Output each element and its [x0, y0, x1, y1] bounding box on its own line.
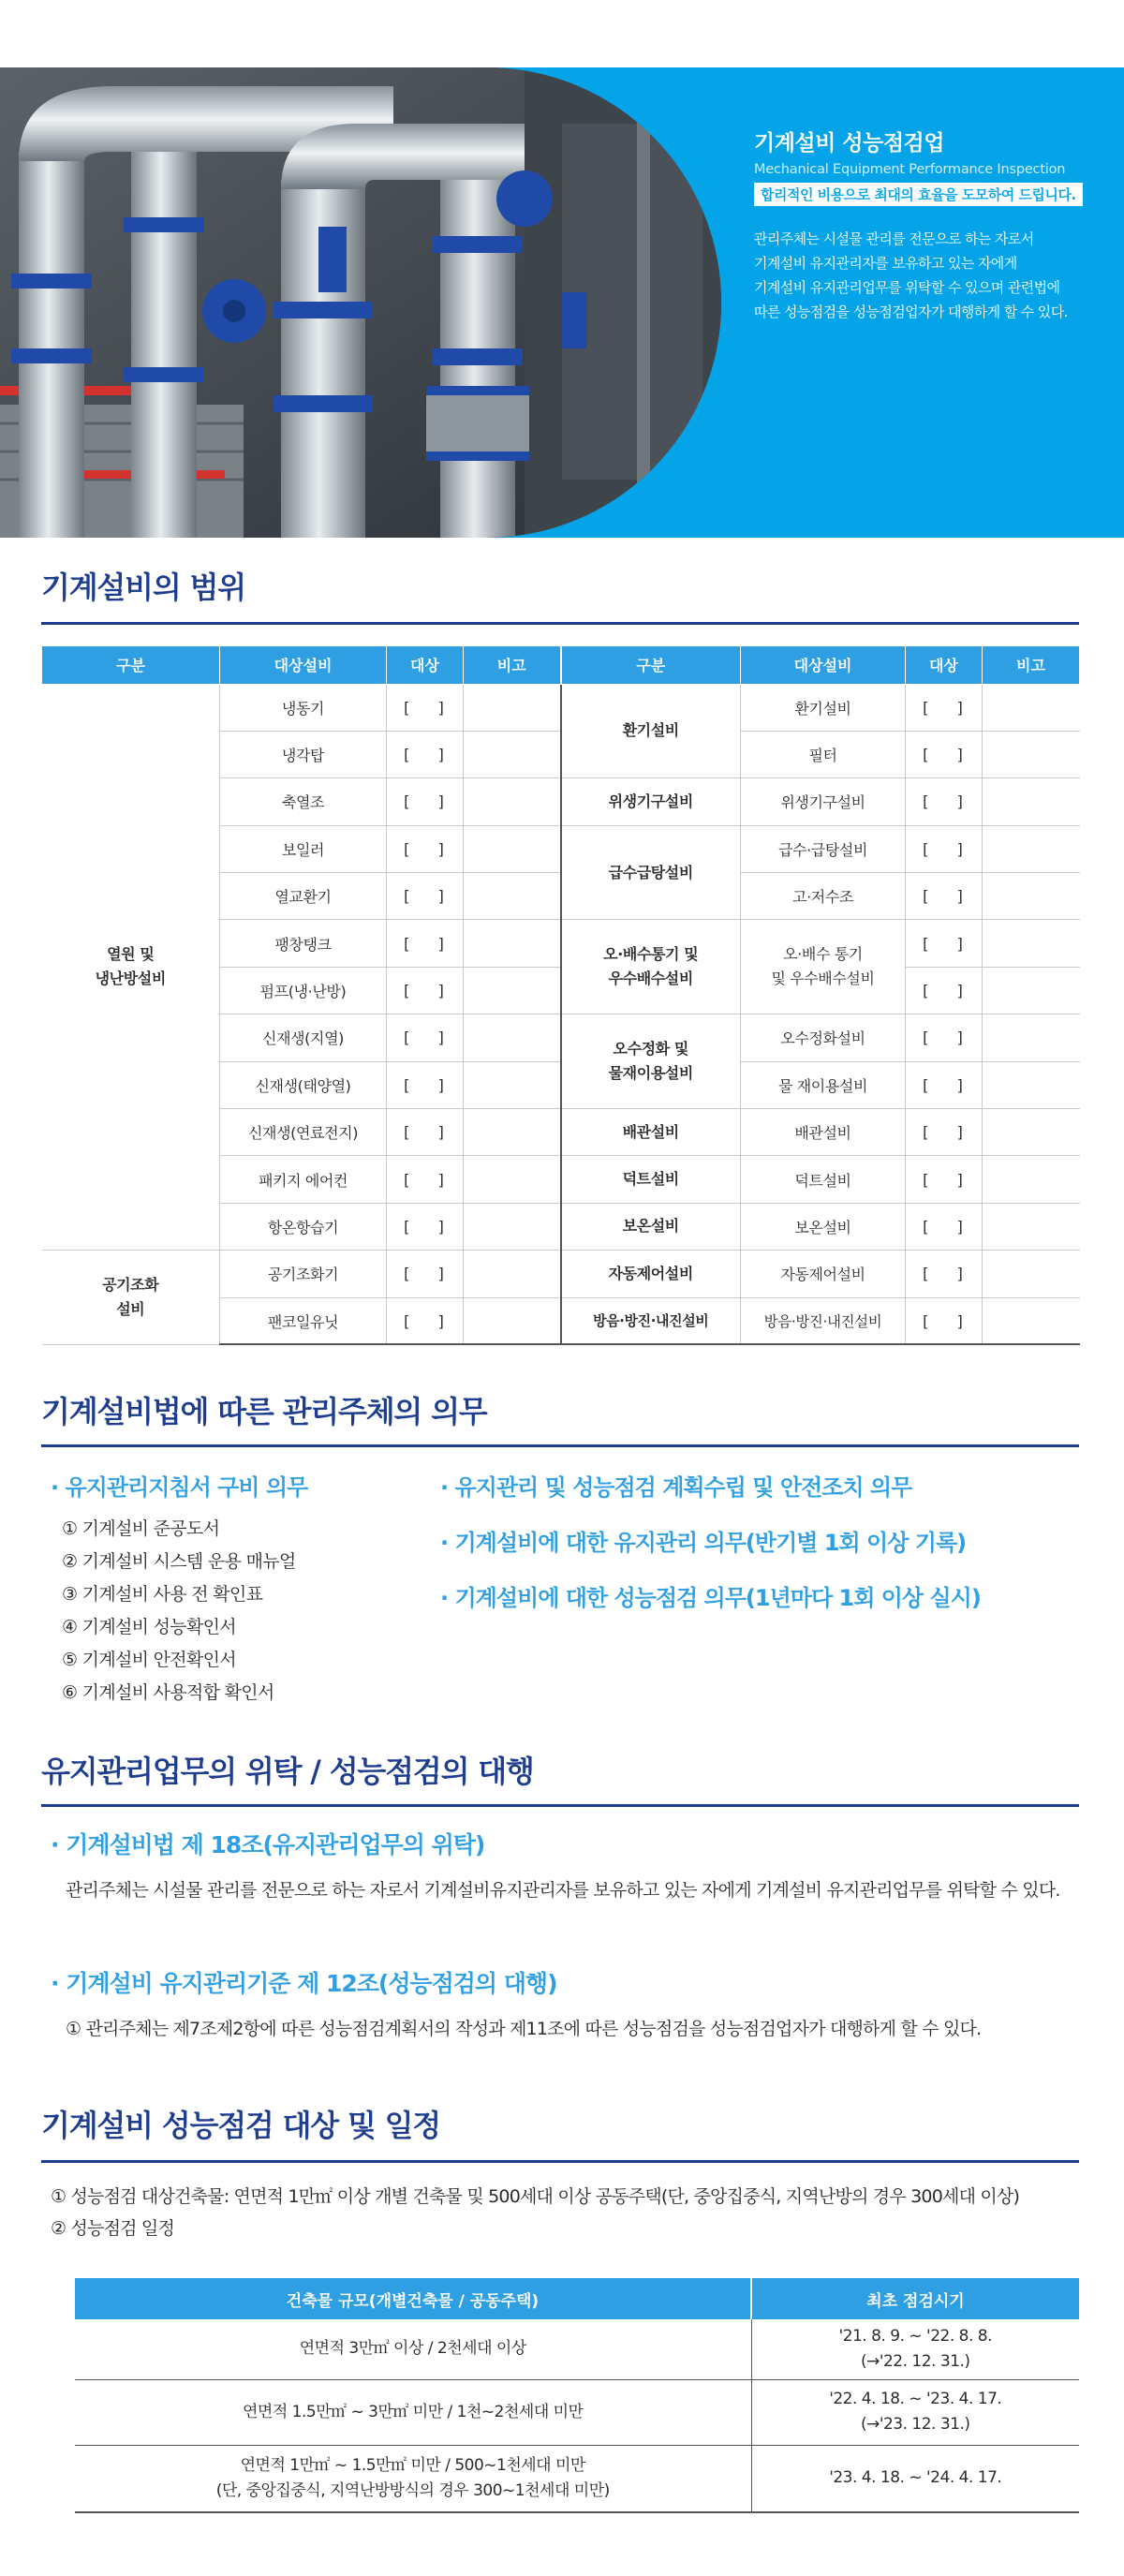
note-cell [983, 1156, 1080, 1203]
target-checkbox[interactable]: [ ] [387, 1156, 464, 1203]
equipment-cell: 팬코일유닛 [220, 1297, 387, 1344]
col-header-target: 대상 [387, 646, 464, 684]
target-checkbox[interactable]: [ ] [387, 1061, 464, 1108]
period-cell: '21. 8. 9. ~ '22. 8. 8. (→'22. 12. 31.) [751, 2319, 1079, 2379]
note-cell [983, 778, 1080, 825]
equipment-cell: 급수·급탕설비 [741, 825, 906, 872]
note-cell [464, 1156, 561, 1203]
target-checkbox[interactable]: [ ] [906, 1251, 983, 1297]
article-12-heading: · 기계설비 유지관리기준 제 12조(성능점검의 대행) [51, 1970, 557, 1997]
delegation-divider [41, 1804, 1079, 1807]
target-checkbox[interactable]: [ ] [906, 967, 983, 1014]
equipment-cell: 환기설비 [741, 684, 906, 731]
schedule-header-row [75, 2278, 1079, 2319]
other-duties-block [440, 1469, 1087, 1635]
equipment-cell: 자동제어설비 [741, 1251, 906, 1297]
group-noise: 방음·방진·내진설비 [561, 1297, 741, 1344]
article-12-body-wrap [66, 2012, 1081, 2046]
equipment-cell: 보일러 [220, 825, 387, 872]
schedule-divider [41, 2160, 1079, 2163]
note-cell [464, 967, 561, 1014]
target-checkbox[interactable]: [ ] [906, 1109, 983, 1156]
table-row [42, 1251, 1080, 1297]
note-cell [464, 684, 561, 731]
group-auto-control: 자동제어설비 [561, 1251, 741, 1297]
target-checkbox[interactable]: [ ] [387, 778, 464, 825]
col-header-equipment: 대상설비 [220, 646, 387, 684]
hero-description [754, 227, 1110, 324]
target-checkbox[interactable]: [ ] [387, 1109, 464, 1156]
group-insulation: 보온설비 [561, 1203, 741, 1250]
equipment-cell: 오수정화설비 [741, 1014, 906, 1061]
manual-duty-list [62, 1513, 444, 1710]
manual-duty-heading: · 유지관리지침서 구비 의무 [51, 1474, 308, 1501]
hero-text-block [754, 126, 1110, 324]
target-checkbox[interactable]: [ ] [906, 825, 983, 872]
target-checkbox[interactable]: [ ] [906, 873, 983, 920]
duties-divider [41, 1444, 1079, 1447]
group-water-supply: 급수급탕설비 [561, 825, 741, 920]
schedule-section-title: 기계설비 성능점검 대상 및 일정 [41, 2108, 441, 2143]
equipment-cell: 덕트설비 [741, 1156, 906, 1203]
scope-table [41, 646, 1080, 1345]
scope-divider [41, 622, 1079, 625]
table-row [75, 2379, 1079, 2445]
note-cell [464, 1297, 561, 1344]
hero-title: 기계설비 성능점검업 [754, 131, 944, 155]
note-cell [983, 731, 1080, 777]
equipment-cell: 배관설비 [741, 1109, 906, 1156]
note-cell [464, 1251, 561, 1297]
group-duct: 덕트설비 [561, 1156, 741, 1203]
note-cell [464, 1109, 561, 1156]
hero-description-line: 따른 성능점검을 성능점검업자가 대행하게 할 수 있다. [754, 303, 1068, 320]
duties-section-title: 기계설비법에 따른 관리주체의 의무 [41, 1394, 487, 1429]
note-cell [464, 920, 561, 967]
target-checkbox[interactable]: [ ] [387, 731, 464, 777]
list-item: ④ 기계설비 성능확인서 [62, 1617, 236, 1637]
note-cell [983, 873, 1080, 920]
target-checkbox[interactable]: [ ] [906, 1203, 983, 1250]
equipment-cell: 공기조화기 [220, 1251, 387, 1297]
group-heat-source: 열원 및 냉난방설비 [42, 684, 220, 1251]
schedule-intro [51, 2181, 1090, 2244]
list-item: ③ 기계설비 사용 전 확인표 [62, 1584, 263, 1605]
equipment-cell: 필터 [741, 731, 906, 777]
note-cell [983, 1061, 1080, 1108]
article-18-heading: · 기계설비법 제 18조(유지관리업무의 위탁) [51, 1831, 485, 1858]
article-12-body: ① 관리주체는 제7조제2항에 따른 성능점검계획서의 작성과 제11조에 따른 성능점검을 성능점검업자가 대행하게 할 수 있다. [66, 2019, 982, 2039]
equipment-cell: 패키지 에어컨 [220, 1156, 387, 1203]
note-cell [983, 1251, 1080, 1297]
equipment-cell: 냉동기 [220, 684, 387, 731]
equipment-cell: 신재생(태양열) [220, 1061, 387, 1108]
schedule-table [75, 2278, 1079, 2513]
list-item: ⑤ 기계설비 안전확인서 [62, 1650, 236, 1670]
target-checkbox[interactable]: [ ] [906, 778, 983, 825]
hero-description-line: 기계설비 유지관리자를 보유하고 있는 자에게 [754, 255, 1017, 272]
target-checkbox[interactable]: [ ] [387, 1251, 464, 1297]
col-header-note: 비고 [983, 646, 1080, 684]
col-header-target: 대상 [906, 646, 983, 684]
group-drainage: 오·배수통기 및 우수배수설비 [561, 920, 741, 1014]
target-checkbox[interactable]: [ ] [387, 920, 464, 967]
col-header-note: 비고 [464, 646, 561, 684]
scope-section-title: 기계설비의 범위 [41, 570, 245, 605]
pipe-equipment-illustration [0, 67, 721, 538]
maintenance-duty-heading: · 기계설비에 대한 유지관리 의무(반기별 1회 이상 기록) [440, 1530, 967, 1556]
target-checkbox[interactable]: [ ] [906, 1014, 983, 1061]
list-item: ② 기계설비 시스템 운용 매뉴얼 [62, 1551, 296, 1572]
equipment-cell: 보온설비 [741, 1203, 906, 1250]
note-cell [983, 825, 1080, 872]
hero-subtitle: Mechanical Equipment Performance Inspection [754, 162, 1066, 177]
article-18-body: 관리주체는 시설물 관리를 전문으로 하는 자로서 기계설비유지관리자를 보유하고 있는 자에게 기계설비 유지관리업무를 위탁할 수 있다. [66, 1880, 1060, 1901]
equipment-cell: 항온항습기 [220, 1203, 387, 1250]
period-cell: '23. 4. 18. ~ '24. 4. 17. [751, 2445, 1079, 2512]
hero-description-line: 관리주체는 시설물 관리를 전문으로 하는 자로서 [754, 230, 1034, 247]
equipment-cell: 펌프(냉·난방) [220, 967, 387, 1014]
group-air-conditioning: 공기조화 설비 [42, 1251, 220, 1345]
target-checkbox[interactable]: [ ] [387, 873, 464, 920]
hero-description-line: 기계설비 유지관리업무를 위탁할 수 있으며 관련법에 [754, 279, 1060, 296]
target-checkbox[interactable]: [ ] [906, 920, 983, 967]
equipment-cell: 팽창탱크 [220, 920, 387, 967]
period-cell: '22. 4. 18. ~ '23. 4. 17. (→'23. 12. 31.) [751, 2379, 1079, 2445]
target-checkbox[interactable]: [ ] [387, 825, 464, 872]
target-checkbox[interactable]: [ ] [387, 1203, 464, 1250]
col-header-category: 구분 [561, 646, 741, 684]
scale-cell: 연면적 3만㎡ 이상 / 2천세대 이상 [75, 2319, 751, 2379]
equipment-cell: 오·배수 통기 및 우수배수설비 [741, 920, 906, 1014]
group-piping: 배관설비 [561, 1109, 741, 1156]
target-checkbox[interactable]: [ ] [906, 684, 983, 731]
target-checkbox[interactable]: [ ] [387, 684, 464, 731]
note-cell [464, 825, 561, 872]
target-checkbox[interactable]: [ ] [906, 1297, 983, 1344]
note-cell [464, 731, 561, 777]
target-checkbox[interactable]: [ ] [387, 1297, 464, 1344]
target-checkbox[interactable]: [ ] [906, 1156, 983, 1203]
note-cell [464, 1014, 561, 1061]
equipment-cell: 축열조 [220, 778, 387, 825]
group-sewage: 오수정화 및 물재이용설비 [561, 1014, 741, 1109]
scale-cell: 연면적 1만㎡ ~ 1.5만㎡ 미만 / 500~1천세대 미만 (단, 중앙집중식, 지역난방방식의 경우 300~1천세대 미만) [75, 2445, 751, 2512]
note-cell [983, 684, 1080, 731]
hero-equipment-photo [0, 67, 721, 538]
note-cell [464, 1203, 561, 1250]
equipment-cell: 열교환기 [220, 873, 387, 920]
note-cell [464, 1061, 561, 1108]
equipment-cell: 물 재이용설비 [741, 1061, 906, 1108]
table-row [75, 2445, 1079, 2512]
hero-badge: 합리적인 비용으로 최대의 효율을 도모하여 드립니다. [754, 183, 1083, 206]
inspection-schedule-label: ② 성능점검 일정 [51, 2218, 175, 2239]
equipment-cell: 방음·방진·내진설비 [741, 1297, 906, 1344]
col-header-period: 최초 점검시기 [751, 2278, 1079, 2319]
equipment-cell: 신재생(연료전지) [220, 1109, 387, 1156]
note-cell [983, 1297, 1080, 1344]
article-18-block [51, 1827, 1081, 1907]
group-ventilation: 환기설비 [561, 684, 741, 778]
col-header-category: 구분 [42, 646, 220, 684]
list-item: ① 기계설비 준공도서 [62, 1518, 220, 1539]
equipment-cell: 냉각탑 [220, 731, 387, 777]
equipment-cell: 위생기구설비 [741, 778, 906, 825]
planning-duty-heading: · 유지관리 및 성능점검 계획수립 및 안전조치 의무 [440, 1474, 912, 1501]
target-checkbox[interactable]: [ ] [906, 1061, 983, 1108]
table-row [75, 2319, 1079, 2379]
note-cell [983, 1203, 1080, 1250]
group-sanitary: 위생기구설비 [561, 778, 741, 825]
note-cell [464, 873, 561, 920]
equipment-cell: 고·저수조 [741, 873, 906, 920]
target-checkbox[interactable]: [ ] [387, 967, 464, 1014]
equipment-cell: 신재생(지열) [220, 1014, 387, 1061]
list-item: ⑥ 기계설비 사용적합 확인서 [62, 1682, 274, 1703]
note-cell [983, 1014, 1080, 1061]
note-cell [983, 920, 1080, 967]
table-row [42, 684, 1080, 731]
col-header-scale: 건축물 규모(개별건축물 / 공동주택) [75, 2278, 751, 2319]
hero-banner [0, 67, 1124, 538]
note-cell [983, 1109, 1080, 1156]
delegation-section-title: 유지관리업무의 위탁 / 성능점검의 대행 [41, 1754, 534, 1789]
manual-duty-block [51, 1469, 444, 1710]
target-checkbox[interactable]: [ ] [387, 1014, 464, 1061]
col-header-equipment: 대상설비 [741, 646, 906, 684]
article-12-block [51, 1965, 1081, 2046]
scope-header-row [42, 646, 1080, 684]
target-buildings-text: ① 성능점검 대상건축물: 연면적 1만㎡ 이상 개별 건축물 및 500세대 이상 공동주택(단, 중앙집중식, 지역난방의 경우 300세대 이상) [51, 2186, 1020, 2207]
scale-cell: 연면적 1.5만㎡ ~ 3만㎡ 미만 / 1천~2천세대 미만 [75, 2379, 751, 2445]
note-cell [464, 778, 561, 825]
inspection-duty-heading: · 기계설비에 대한 성능점검 의무(1년마다 1회 이상 실시) [440, 1585, 981, 1611]
target-checkbox[interactable]: [ ] [906, 731, 983, 777]
note-cell [983, 967, 1080, 1014]
